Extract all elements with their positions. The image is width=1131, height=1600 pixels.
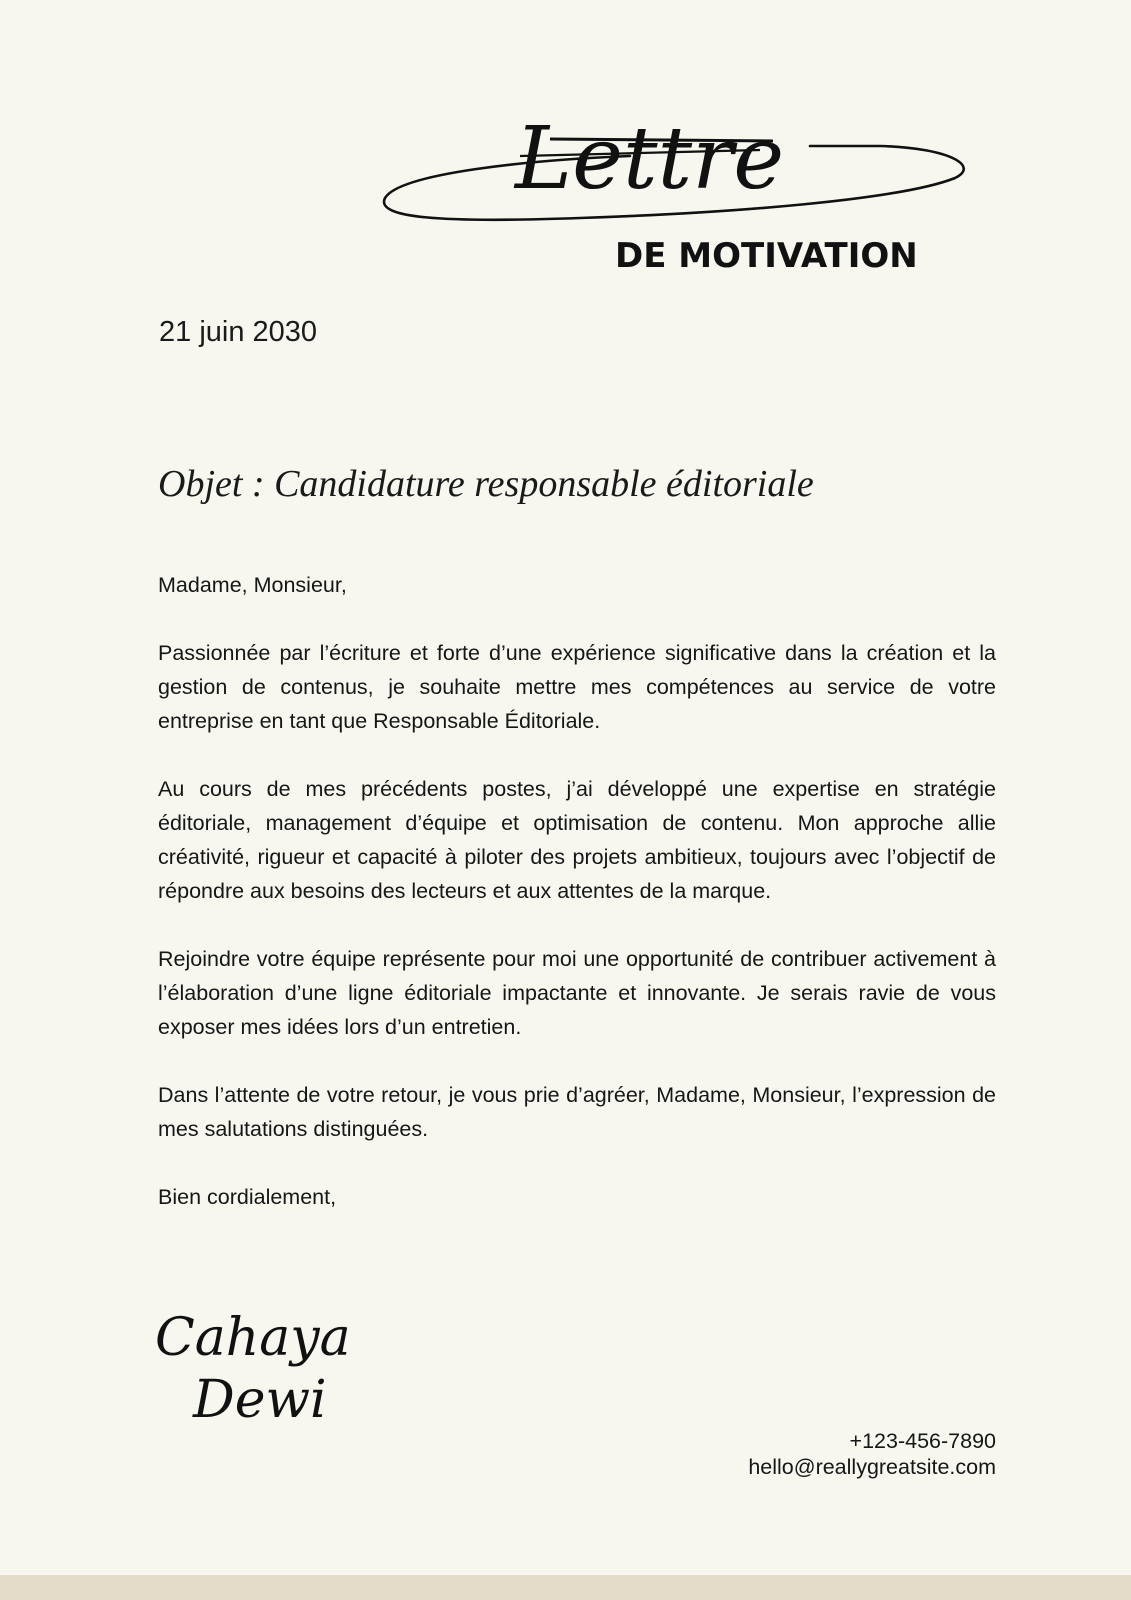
lettre-script-logo-icon (380, 78, 980, 238)
paragraph: Rejoindre votre équipe représente pour moi une opportunité de contribuer activement à l’élaboration d’une ligne éditoriale impactante et innovante. Je serais ravie de vous exposer mes idées lors d’un entretien. (158, 947, 996, 1039)
paragraph: Au cours de mes précédents postes, j’ai développé une expertise en stratégie éditoriale, management d’équipe et optimisation de contenu. Mon approche allie créativité, rigueur et capacité à piloter des projets ambitieux, toujours avec l’objectif de répondre aux besoins des lecteurs et aux attentes de la marque. (158, 777, 996, 903)
paragraph: Passionnée par l’écriture et forte d’une expérience significative dans la création et la gestion de contenus, je souhaite mettre mes compétences au service de votre entreprise en tant que Responsable Éditoriale. (158, 641, 996, 733)
contact-phone: +123-456-7890 (849, 1429, 996, 1453)
signature-last-name: Dewi (193, 1370, 327, 1430)
paragraph: Dans l’attente de votre retour, je vous prie d’agréer, Madame, Monsieur, l’expression de mes salutations distinguées. (158, 1083, 996, 1141)
script-title: Lettre (515, 109, 785, 209)
header-subtitle: DE MOTIVATION (615, 236, 918, 276)
signature (155, 1305, 375, 1440)
closing: Bien cordialement, (158, 1185, 337, 1209)
footer-band (0, 1575, 1131, 1600)
letter-date: 21 juin 2030 (159, 316, 318, 348)
letter-body (158, 568, 996, 1248)
contact-info (748, 1428, 996, 1480)
contact-email: hello@reallygreatsite.com (748, 1455, 996, 1479)
salutation: Madame, Monsieur, (158, 573, 347, 597)
letter-subject: Objet : Candidature responsable éditoriale (158, 463, 814, 505)
signature-first-name: Cahaya (155, 1308, 351, 1368)
letter-header (380, 78, 980, 278)
